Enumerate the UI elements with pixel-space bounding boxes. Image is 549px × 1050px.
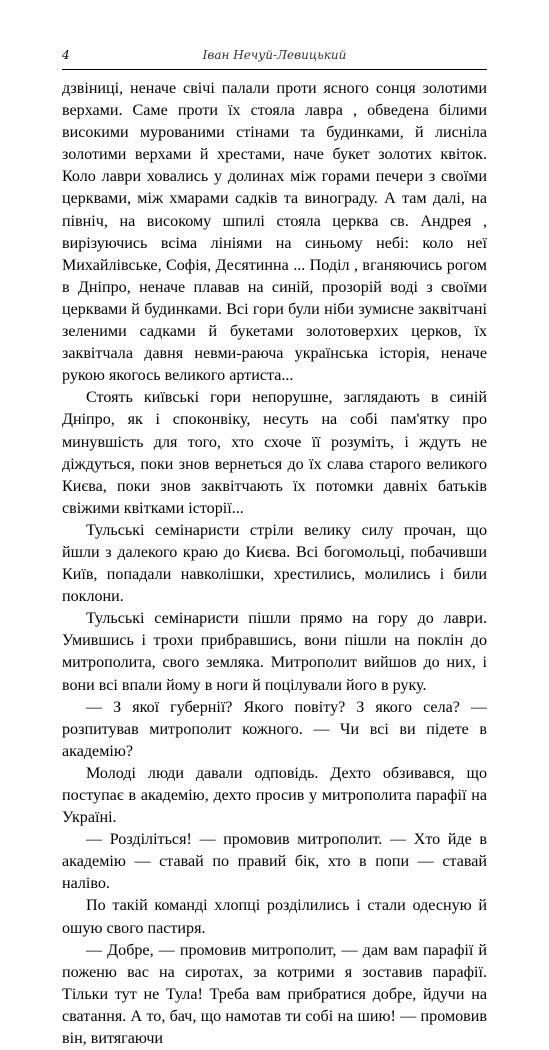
paragraph: Стоять київські гори непорушне, заглядають в синій Дніпро, як і споконвіку, несуть на собі пам'ятку про минувшість для того, хто схоче її розуміть, і ждуть не діждуться, поки знов вернеться до їх слава старого великого Києва, поки знов заквітчають їх потомки давніх батьків свіжими квітками історії... (62, 389, 487, 517)
running-head: Іван Нечуй-Левицький (202, 48, 347, 62)
paragraph: Тульські семінаристи стріли велику силу прочан, що йшли з далекого краю до Києва. Всі богомольці, побачивши Київ, попадали навколішки, хрестились, молились і били поклони. (62, 521, 487, 606)
paragraph: — Розділіться! — промовив митрополит. — Хто йде в академію — ставай по правий бік, хто в попи — ставай наліво. (62, 831, 487, 893)
paragraph: — З якої губернії? Якого повіту? З якого села? — розпитував митрополит кожного. — Чи всі ви підете в академію? (62, 698, 487, 760)
paragraph: дзвіниці, неначе свічі палали проти ясного сонця золотими верхами. Саме проти їх стояла лавра , обведена білими високими мурованими стінами та будинками, й лисніла золотими верхами й хрестами, наче букет золотих квіток. Коло лаври ховались у долинах між горами печери з своїми церквами, між хмарами садків та винограду. А там далі, на північ, на високому шпилі стояла церква св. Андрея , вирізуючись всіма лініями на синьому небі: коло неї Михайлівське, Софія, Десятинна ... Поділ , вганяючись рогом в Дніпро, неначе плавав на синій, прозорій воді з своїми церквами й будинками. Всі гори були ніби зумисне заквітчані зеленими садками й букетами золотоверхих церков, їх заквітчала давня невми-раюча українська історія, неначе рукою якогось великого артиста... (62, 80, 487, 385)
paragraph: По такій команді хлопці розділились і стали одесную й ошую свого пастиря. (62, 897, 487, 937)
page-body (62, 78, 487, 1050)
paragraph: Тульські семінаристи пішли прямо на гору до лаври. Умившись і трохи прибравшись, вони пішли на поклін до митрополита, свого земляка. Митрополит вийшов до них, і вони всі впали йому в ноги й поцілували його в руку. (62, 610, 487, 694)
page-number: 4 (62, 48, 70, 62)
paragraph: — Добре, — промовив митрополит, — дам вам парафії й поженю вас на сиротах, за котрими я зоставив парафії. Тільки тут не Тула! Треба вам прибратися добре, йдучи на сватання. А то, бач, що намотав ти собі на шию! — промовив він, витягаючи (62, 941, 487, 1048)
page-header (62, 40, 487, 62)
paragraph: Молоді люди давали одповідь. Дехто обзивався, що поступає в академію, дехто просив у митрополита парафії на Україні. (62, 764, 487, 827)
header-rule (62, 69, 487, 70)
